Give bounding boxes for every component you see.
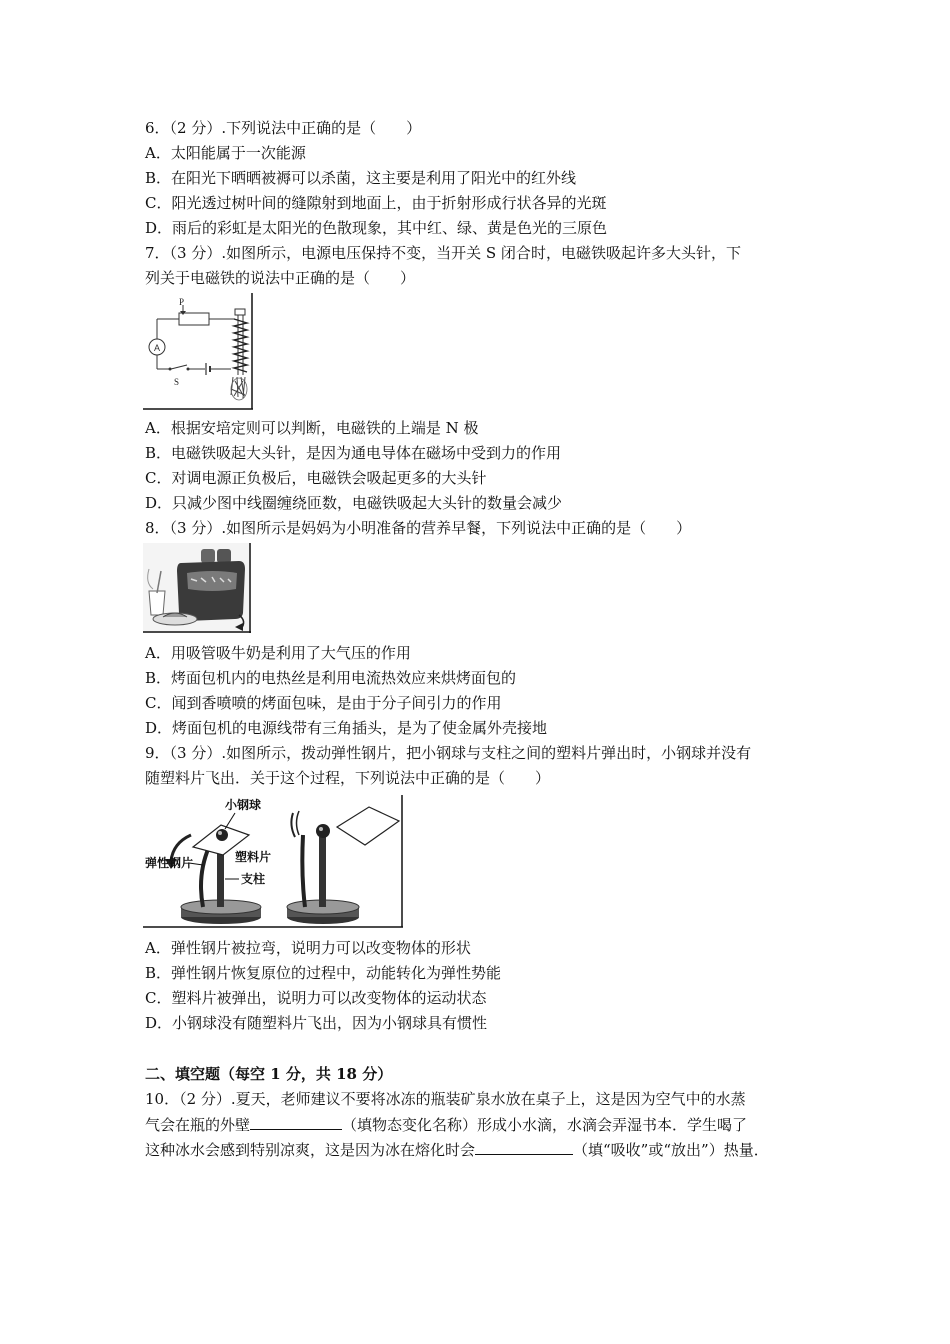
q7-option-b: B．电磁铁吸起大头针，是因为通电导体在磁场中受到力的作用 xyxy=(145,444,562,462)
breakfast-toaster-figure xyxy=(143,543,253,635)
electromagnet-circuit-figure xyxy=(143,293,255,411)
q7-option-d: D．只减少图中线圈缠绕匝数，电磁铁吸起大头针的数量会减少 xyxy=(145,494,563,512)
q8-option-d: D．烤面包机的电源线带有三角插头，是为了使金属外壳接地 xyxy=(145,719,548,737)
switch-label-s: S xyxy=(174,377,180,387)
q10-line3 xyxy=(145,1139,769,1160)
q7-option-c: C．对调电源正负极后，电磁铁会吸起更多的大头针 xyxy=(145,469,487,487)
q6-stem: 6．（2 分）.下列说法中正确的是（ ） xyxy=(145,119,422,137)
inertia-experiment-figure xyxy=(143,795,405,929)
q10-line2 xyxy=(145,1114,747,1135)
q9-stem-line1: 9．（3 分）.如图所示，拨动弹性钢片，把小钢球与支柱之间的塑料片弹出时，小钢球并没有 xyxy=(145,744,752,762)
q8-stem: 8．（3 分）.如图所示是妈妈为小明准备的营养早餐，下列说法中正确的是（ ） xyxy=(145,519,692,537)
q8-option-c: C．闻到香喷喷的烤面包味，是由于分子间引力的作用 xyxy=(145,694,502,712)
q6-option-a: A．太阳能属于一次能源 xyxy=(145,144,306,162)
label-pillar: 支柱 xyxy=(241,872,266,886)
q10-line2-text-b: （填物态变化名称）形成小水滴，水滴会弄湿书本．学生喝了 xyxy=(342,1116,748,1134)
q10-line3-text-a: 这种冰水会感到特别凉爽，这是因为冰在熔化时会 xyxy=(145,1141,476,1159)
label-plastic-card: 塑料片 xyxy=(235,850,272,864)
q7-option-a: A．根据安培定则可以判断，电磁铁的上端是 N 极 xyxy=(145,419,479,437)
q10-line2-text-a: 气会在瓶的外壁 xyxy=(145,1116,251,1134)
q9-stem-line2: 随塑料片飞出．关于这个过程，下列说法中正确的是（ ） xyxy=(145,769,551,787)
q6-option-c: C．阳光透过树叶间的缝隙射到地面上，由于折射形成行状各异的光斑 xyxy=(145,194,607,212)
q8-option-a: A．用吸管吸牛奶是利用了大气压的作用 xyxy=(145,644,411,662)
q9-option-b: B．弹性钢片恢复原位的过程中，动能转化为弹性势能 xyxy=(145,964,502,982)
q6-option-b: B．在阳光下晒晒被褥可以杀菌，这主要是利用了阳光中的红外线 xyxy=(145,169,577,187)
q10-blank-2[interactable] xyxy=(475,1139,573,1155)
label-steel-ball: 小钢球 xyxy=(225,798,262,812)
q10-line3-text-b: （填“吸收”或“放出”）热量． xyxy=(573,1141,769,1159)
rheostat-label-p: P xyxy=(179,297,185,307)
section2-heading: 二、填空题（每空 1 分，共 18 分） xyxy=(145,1065,393,1083)
q6-option-d: D．雨后的彩虹是太阳光的色散现象，其中红、绿、黄是色光的三原色 xyxy=(145,219,608,237)
q10-blank-1[interactable] xyxy=(250,1114,342,1130)
q9-option-c: C．塑料片被弹出，说明力可以改变物体的运动状态 xyxy=(145,989,487,1007)
q9-option-d: D．小钢球没有随塑料片飞出，因为小钢球具有惯性 xyxy=(145,1014,488,1032)
q7-stem-line1: 7．（3 分）.如图所示，电源电压保持不变，当开关 S 闭合时，电磁铁吸起许多大头针，下 xyxy=(145,244,741,262)
svg-text:A: A xyxy=(154,343,161,353)
q9-option-a: A．弹性钢片被拉弯，说明力可以改变物体的形状 xyxy=(145,939,471,957)
label-elastic-steel: 弹性钢片 xyxy=(145,856,194,870)
q7-stem-line2: 列关于电磁铁的说法中正确的是（ ） xyxy=(145,269,416,287)
q10-line1: 10．（2 分）.夏天，老师建议不要将冰冻的瓶装矿泉水放在桌子上，这是因为空气中的水蒸 xyxy=(145,1090,746,1108)
q8-option-b: B．烤面包机内的电热丝是利用电流热效应来烘烤面包的 xyxy=(145,669,517,687)
